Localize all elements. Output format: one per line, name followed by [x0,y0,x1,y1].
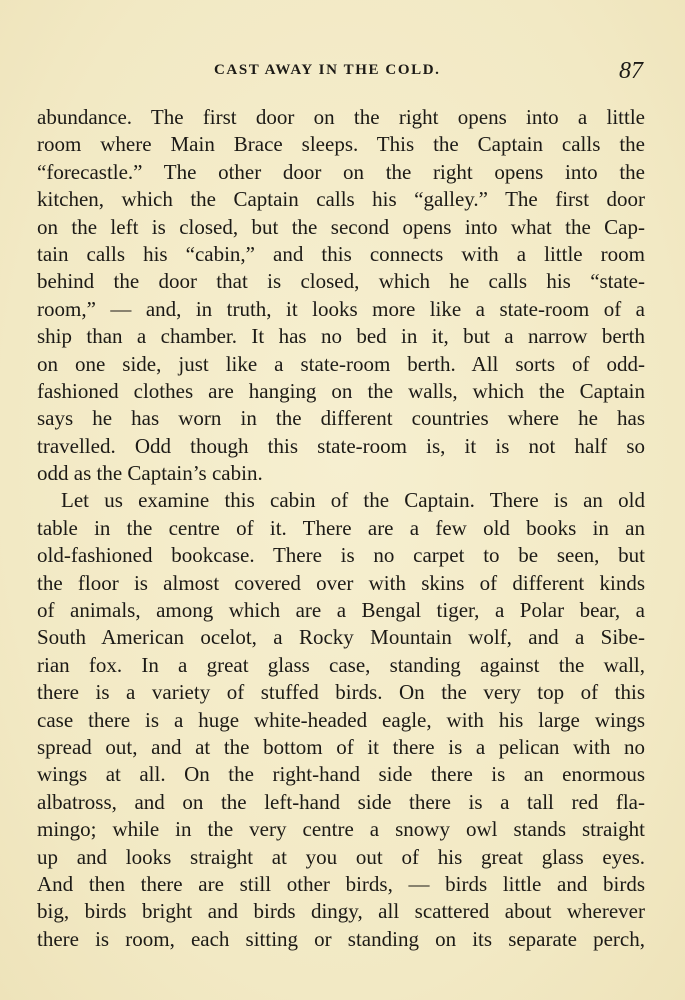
text-line: kitchen, which the Captain calls his “galley.” The first door [37,187,645,212]
text-line: South American ocelot, a Rocky Mountain wolf, and a Sibe- [37,625,645,650]
text-line: up and looks straight at you out of his great glass eyes. [37,844,645,869]
text-line: tain calls his “cabin,” and this connects with a little room [37,241,645,266]
text-line: the floor is almost covered over with skins of different kinds [37,570,645,595]
text-line: albatross, and on the left-hand side there is a tall red fla- [37,789,645,814]
text-line: travelled. Odd though this state-room is, it is not half so [37,433,645,458]
text-line: table in the centre of it. There are a few old books in an [37,515,645,540]
text-line: there is a variety of stuffed birds. On the very top of this [37,680,645,705]
text-line: says he has worn in the different countries where he has [37,406,645,431]
text-line: behind the door that is closed, which he calls his “state- [37,269,645,294]
text-line: big, birds bright and birds dingy, all scattered about wherever [37,899,645,924]
paragraph-end-line: odd as the Captain’s cabin. [37,461,263,486]
text-line: ship than a chamber. It has no bed in it, but a narrow berth [37,324,645,349]
text-line: mingo; while in the very centre a snowy owl stands straight [37,817,645,842]
text-line: old-fashioned bookcase. There is no carpet to be seen, but [37,543,645,568]
text-line: room where Main Brace sleeps. This the Captain calls the [37,132,645,157]
text-line: abundance. The first door on the right opens into a little [37,105,645,129]
text-line: of animals, among which are a Bengal tiger, a Polar bear, a [37,598,645,623]
text-line: case there is a huge white-headed eagle, with his large wings [37,707,645,732]
paragraph-start-line: Let us examine this cabin of the Captain. There is an old [61,488,645,513]
text-line: wings at all. On the right-hand side there is an enormous [37,762,645,787]
text-line: spread out, and at the bottom of it there is a pelican with no [37,734,645,759]
running-head [0,58,685,88]
text-line: “forecastle.” The other door on the right opens into the [37,159,645,184]
body-text [37,104,645,953]
text-line: room,” — and, in truth, it looks more like a state-room of a [37,296,645,321]
text-line: on one side, just like a state-room berth. All sorts of odd- [37,351,645,376]
text-line: there is room, each sitting or standing on its separate perch, [37,926,645,951]
text-line: on the left is closed, but the second opens into what the Cap- [37,214,645,239]
page-number: 87 [619,58,643,84]
text-line: And then there are still other birds, — birds little and birds [37,871,645,896]
text-line: rian fox. In a great glass case, standing against the wall, [37,652,645,677]
running-title: CAST AWAY IN THE COLD. [214,62,441,78]
text-line: fashioned clothes are hanging on the walls, which the Captain [37,378,645,403]
